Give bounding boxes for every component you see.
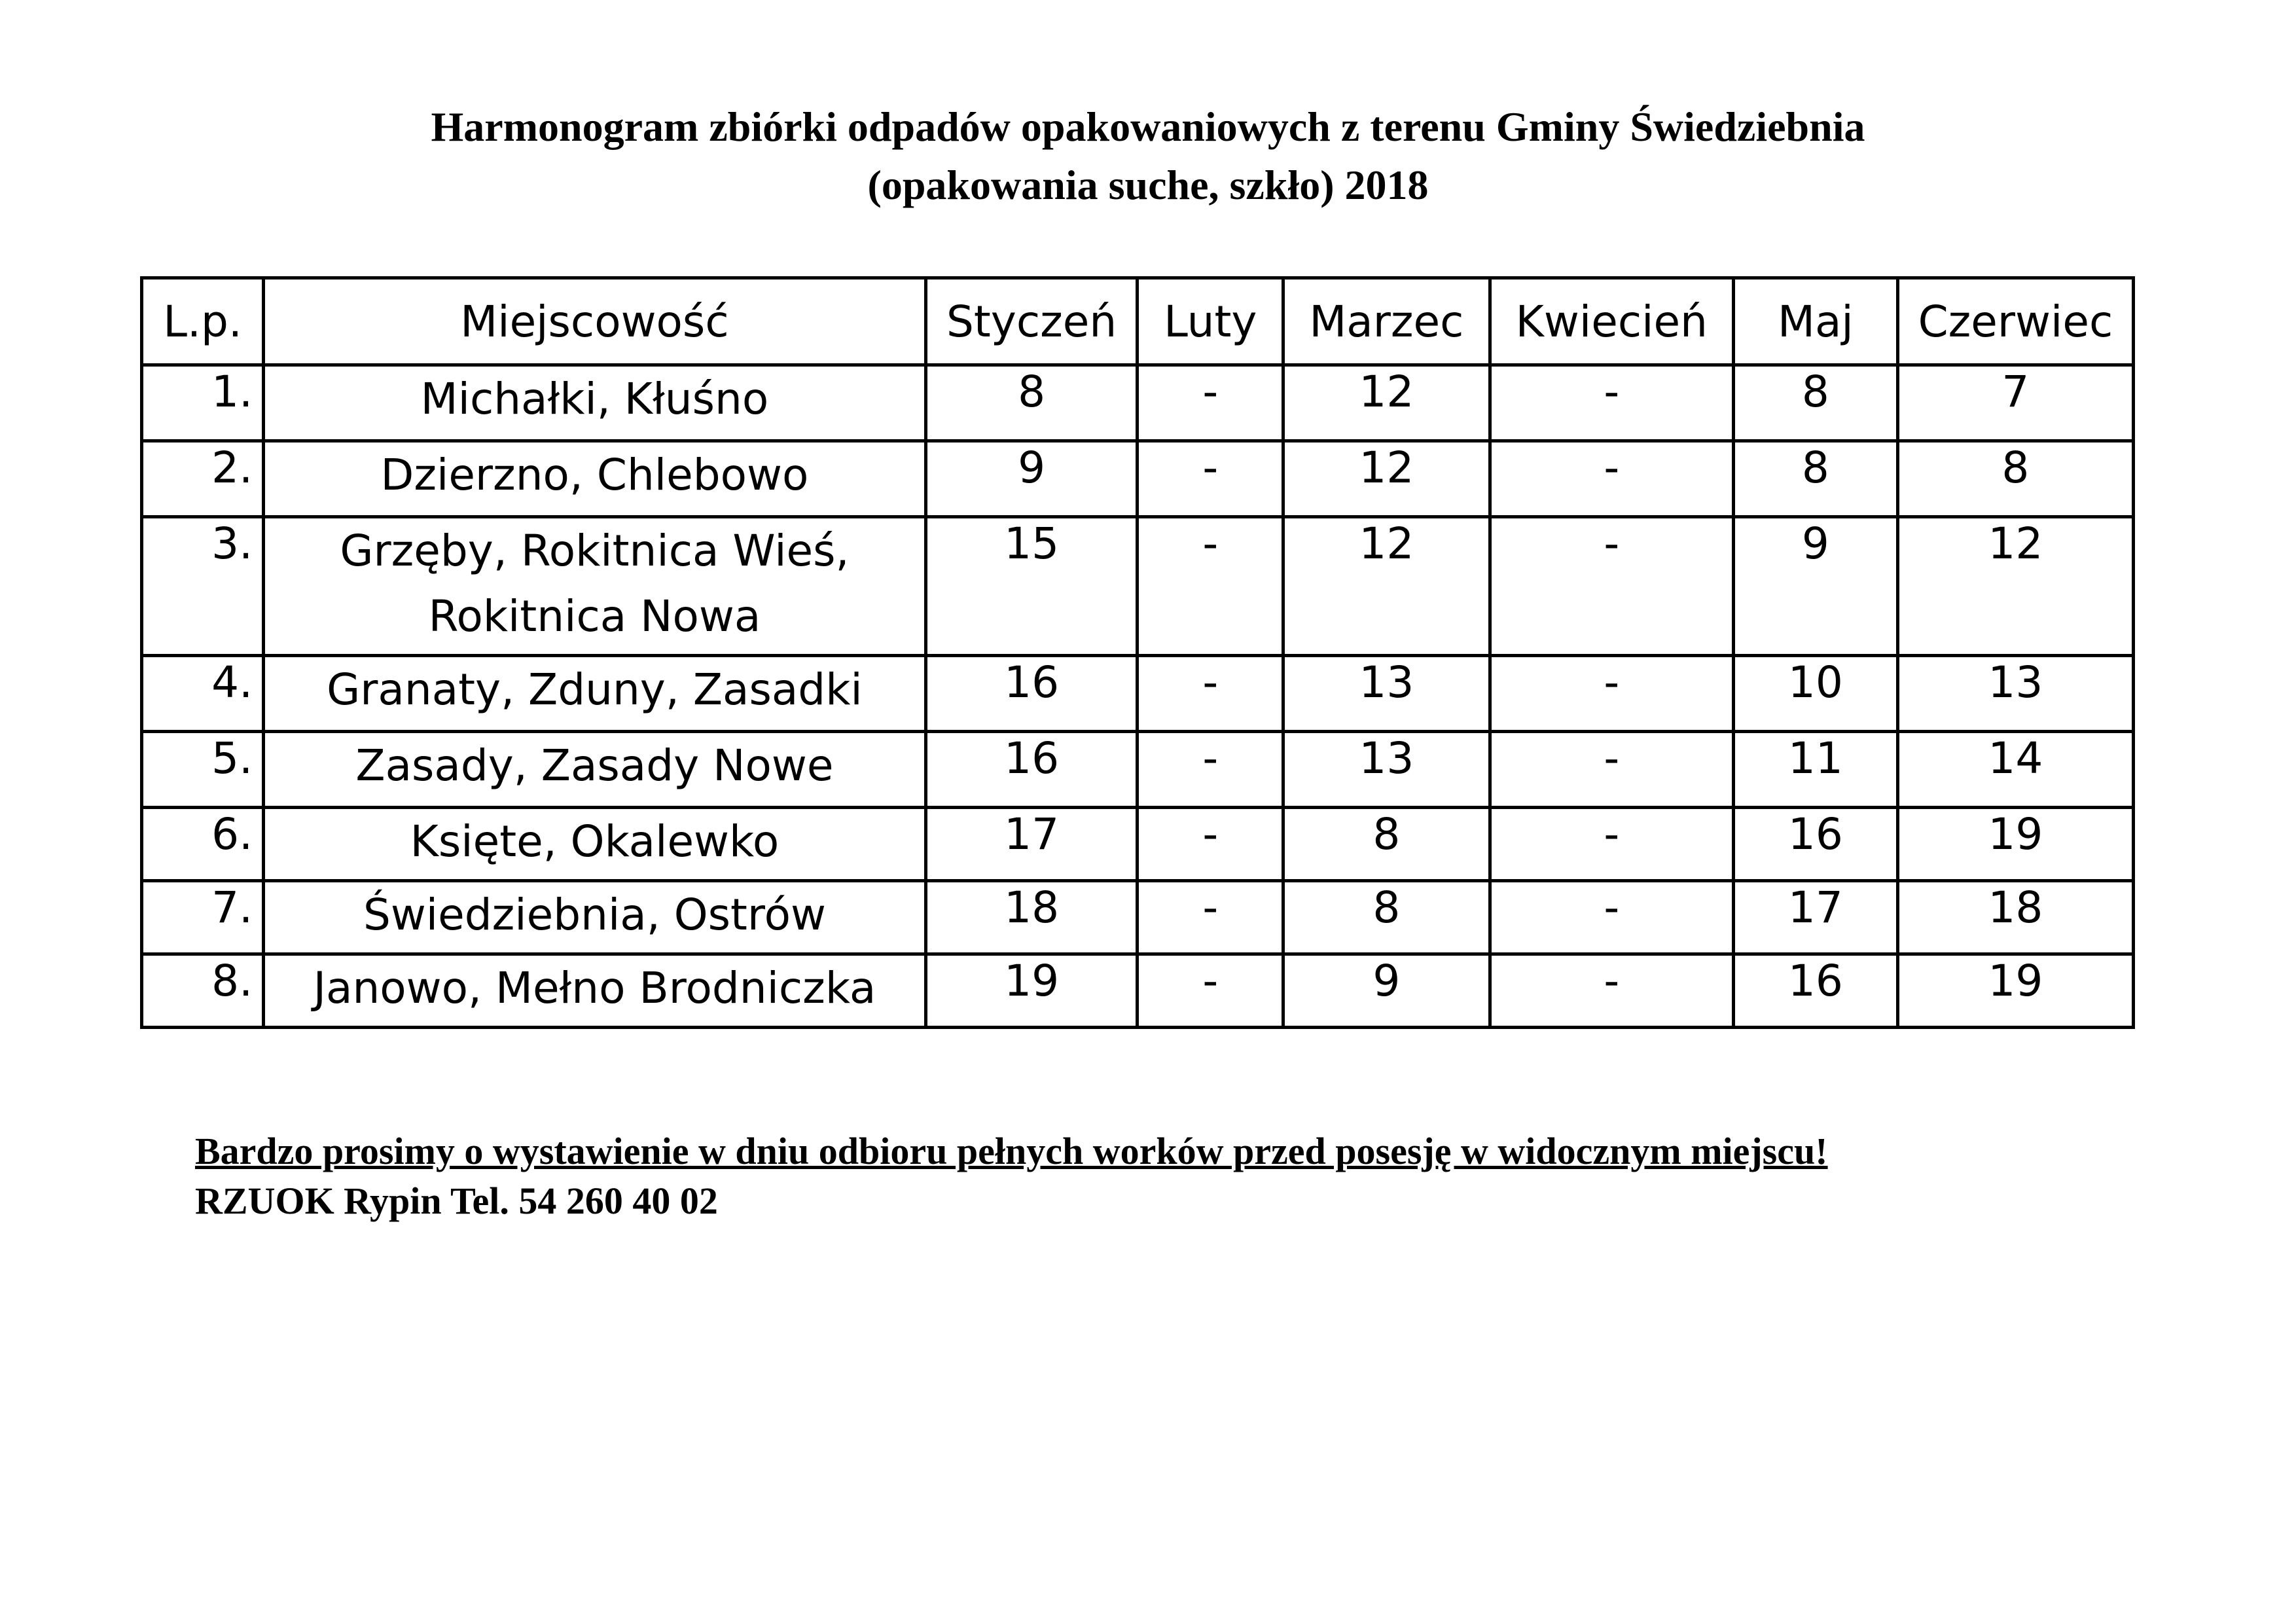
table-row bbox=[142, 365, 2134, 441]
cell-june: 14 bbox=[1897, 732, 2133, 808]
header-april: Kwiecień bbox=[1490, 278, 1733, 365]
document-subtitle: (opakowania suche, szkło) 2018 bbox=[867, 162, 1429, 208]
cell-april: - bbox=[1490, 517, 1733, 656]
cell-february: - bbox=[1138, 656, 1283, 732]
header-may: Maj bbox=[1733, 278, 1897, 365]
cell-january: 17 bbox=[925, 808, 1138, 881]
cell-may: 8 bbox=[1733, 441, 1897, 517]
cell-february: - bbox=[1138, 517, 1283, 656]
cell-march: 12 bbox=[1283, 365, 1490, 441]
cell-february: - bbox=[1138, 441, 1283, 517]
cell-january: 19 bbox=[925, 954, 1138, 1028]
header-place: Miejscowość bbox=[264, 278, 926, 365]
cell-april: - bbox=[1490, 732, 1733, 808]
table-row bbox=[142, 881, 2134, 954]
table-row bbox=[142, 656, 2134, 732]
header-june: Czerwiec bbox=[1897, 278, 2133, 365]
cell-january: 9 bbox=[925, 441, 1138, 517]
cell-may: 16 bbox=[1733, 954, 1897, 1028]
row-number: 7. bbox=[142, 881, 264, 954]
cell-march: 12 bbox=[1283, 441, 1490, 517]
table-row bbox=[142, 441, 2134, 517]
row-number: 1. bbox=[142, 365, 264, 441]
row-number: 4. bbox=[142, 656, 264, 732]
row-place: Zasady, Zasady Nowe bbox=[264, 732, 926, 808]
row-number: 6. bbox=[142, 808, 264, 881]
row-place: Grzęby, Rokitnica Wieś, Rokitnica Nowa bbox=[264, 517, 926, 656]
cell-may: 11 bbox=[1733, 732, 1897, 808]
cell-february: - bbox=[1138, 954, 1283, 1028]
cell-may: 9 bbox=[1733, 517, 1897, 656]
table-row bbox=[142, 954, 2134, 1028]
cell-april: - bbox=[1490, 808, 1733, 881]
row-number: 3. bbox=[142, 517, 264, 656]
table-row bbox=[142, 808, 2134, 881]
row-place: Dzierzno, Chlebowo bbox=[264, 441, 926, 517]
table-row bbox=[142, 517, 2134, 656]
cell-may: 10 bbox=[1733, 656, 1897, 732]
cell-june: 8 bbox=[1897, 441, 2133, 517]
row-place: Granaty, Zduny, Zasadki bbox=[264, 656, 926, 732]
cell-february: - bbox=[1138, 365, 1283, 441]
cell-february: - bbox=[1138, 732, 1283, 808]
cell-january: 16 bbox=[925, 732, 1138, 808]
header-lp: L.p. bbox=[142, 278, 264, 365]
cell-march: 9 bbox=[1283, 954, 1490, 1028]
cell-february: - bbox=[1138, 808, 1283, 881]
cell-march: 13 bbox=[1283, 732, 1490, 808]
cell-january: 18 bbox=[925, 881, 1138, 954]
cell-april: - bbox=[1490, 656, 1733, 732]
cell-march: 8 bbox=[1283, 881, 1490, 954]
cell-march: 13 bbox=[1283, 656, 1490, 732]
row-place: Janowo, Mełno Brodniczka bbox=[264, 954, 926, 1028]
cell-may: 16 bbox=[1733, 808, 1897, 881]
cell-may: 8 bbox=[1733, 365, 1897, 441]
header-january: Styczeń bbox=[925, 278, 1138, 365]
cell-april: - bbox=[1490, 441, 1733, 517]
cell-january: 8 bbox=[925, 365, 1138, 441]
cell-june: 18 bbox=[1897, 881, 2133, 954]
cell-may: 17 bbox=[1733, 881, 1897, 954]
footer-notice: Bardzo prosimy o wystawienie w dniu odbioru pełnych worków przed posesję w widocznym miejscu! bbox=[195, 1130, 1828, 1172]
table-row bbox=[142, 732, 2134, 808]
cell-april: - bbox=[1490, 365, 1733, 441]
cell-june: 19 bbox=[1897, 808, 2133, 881]
cell-february: - bbox=[1138, 881, 1283, 954]
cell-january: 15 bbox=[925, 517, 1138, 656]
row-place: Świedziebnia, Ostrów bbox=[264, 881, 926, 954]
footer-contact: RZUOK Rypin Tel. 54 260 40 02 bbox=[195, 1180, 718, 1222]
document-title: Harmonogram zbiórki odpadów opakowaniowych z terenu Gminy Świedziebnia bbox=[431, 103, 1865, 150]
table-header-row bbox=[142, 278, 2134, 365]
cell-june: 12 bbox=[1897, 517, 2133, 656]
cell-june: 7 bbox=[1897, 365, 2133, 441]
cell-april: - bbox=[1490, 881, 1733, 954]
cell-january: 16 bbox=[925, 656, 1138, 732]
cell-june: 13 bbox=[1897, 656, 2133, 732]
header-march: Marzec bbox=[1283, 278, 1490, 365]
cell-june: 19 bbox=[1897, 954, 2133, 1028]
cell-april: - bbox=[1490, 954, 1733, 1028]
row-place: Michałki, Kłuśno bbox=[264, 365, 926, 441]
row-number: 2. bbox=[142, 441, 264, 517]
row-number: 5. bbox=[142, 732, 264, 808]
collection-schedule-table bbox=[140, 276, 2135, 1029]
row-place: Księte, Okalewko bbox=[264, 808, 926, 881]
row-number: 8. bbox=[142, 954, 264, 1028]
cell-march: 8 bbox=[1283, 808, 1490, 881]
header-february: Luty bbox=[1138, 278, 1283, 365]
cell-march: 12 bbox=[1283, 517, 1490, 656]
